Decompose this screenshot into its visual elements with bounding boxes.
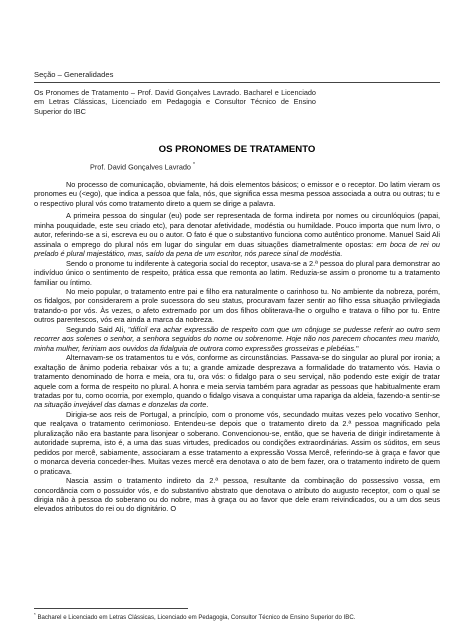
top-divider: [34, 82, 440, 83]
author-footnote-mark: *: [193, 162, 195, 168]
footnote-text: Bacharel e Licenciado em Letras Clássicas, Licenciado em Pedagogia, Consultor Técnico de Ensino Superior do IBC.: [37, 614, 356, 622]
article-body: [34, 180, 440, 514]
section-label: Seção – Generalidades: [34, 70, 114, 79]
header-note: Os Pronomes de Tratamento – Prof. David Gonçalves Lavrado. Bacharel e Licenciado em Letras Clássicas, Licenciado em Pedagogia e Consultor Técnico de Ensino Superior do IBC: [34, 88, 316, 116]
footnote-divider: [34, 608, 188, 609]
paragraph-7: Dirigia-se aos reis de Portugal, a princípio, com o pronome vós, secundado muitas vezes pelo vocativo Senhor, que realçava o tratamento cerimonioso. Entendeu-se depois que o tratamento direto da 2.ª pessoa magnificado pela pluralização não era bastante para lisonjear o soberano. Convencionou-se, então, que se haveria de dirigir indiretamente à autoridade suprema, isto é, a uma das suas virtudes, predicados ou condições extraordinárias. Assim os súditos, em seus pedidos por mercê, sabiamente, associaram a esse tratamento a expressão Vossa Mercê, referindo-se à graça e favor que o monarca deveria conceder-lhes. Muitas vezes mercê era denotava o ato de bem fazer, ora o tratamento indireto de quem o praticava.: [34, 409, 440, 476]
paragraph-2: A primeira pessoa do singular (eu) pode ser representada de forma indireta por nomes ou circunlóquios (papai, minha pouquidade, este seu criado etc), para denotar afetividade, modéstia ou humildade. Pouco importa que num livro, o autor, referindo-se a si, escreva eu ou o autor. O fato é que o substantivo funciona como autêntico pronome. Manuel Said Ali assinala o emprego do plural nós em lugar do singular em duas situações diametralmente opostas: em boca de rei ou prelado é plural majestático, mas, saído da pena de um escritor, nós parece sinal de modéstia.: [34, 211, 440, 259]
paragraph-8: Nascia assim o tratamento indireto da 2.ª pessoa, resultante da combinação do possessivo vossa, em concordância com o possuidor vós, e do substantivo abstrato que denotava o atributo do augusto receptor, com o qual se dirigia não à pessoa do soberano ou do nobre, mas à graça ou ao favor que dele eram reivindicados, ou a um dos seus elevados atributos do rei ou do dignitário. O: [34, 476, 440, 514]
paragraph-3: Sendo o pronome tu indiferente à categoria social do receptor, usava-se a 2.ª pessoa do plural para demonstrar ao indivíduo único o sentimento de respeito, prática essa que remonta ao latim. Reduzia-se assim o pronome tu a tratamento familiar ou íntimo.: [34, 258, 440, 287]
paragraph-1: No processo de comunicação, obviamente, há dois elementos básicos; o emissor e o receptor. Do latim vieram os pronomes eu (<ego), que indica a pessoa que fala, nós, que significa essa mesma pessoa associada a outra ou outras; tu e o respectivo plural vós como tratamento direto a quem se dirige a palavra.: [34, 180, 440, 208]
paragraph-4: No meio popular, o tratamento entre pai e filho era naturalmente o carinhoso tu. No ambiente da nobreza, porém, os fidalgos, por considerarem a prole sucessora do seu status, procuravam fazer sentir ao filho essa situação privilegiada tratando-o por vós. Às vezes, o afeto extremado por um dos filhos obliterava-lhe o orgulho e tratava o filho por tu. Entre outros parentescos, vós era ainda a marca da nobreza.: [34, 286, 440, 325]
paragraph-6: Alternavam-se os tratamentos tu e vós, conforme as circunstâncias. Passava-se do singular ao plural por ironia; a exaltação de ânimo poderia rebaixar vós a tu; a grande amizade desprezava a formalidade do tratamento vós. Havia o tratamento denominado de horra e meia, ora tu, ora vós: o fidalgo para o seu serviçal, não podendo este exigir de tratar aquele com a forma de respeito no plural. A honra e meia servia também para agradar as pessoas que habitualmente eram tratadas por tu, como ocorria, por exemplo, quando o fidalgo visava a conquistar uma rapariga da aldeia, fazendo-a sentir-se na situação invejável das damas e donzelas da corte.: [34, 353, 440, 410]
author-name: Prof. David Gonçalves Lavrado: [90, 162, 191, 172]
footnote-mark: *: [34, 612, 36, 617]
page-title: OS PRONOMES DE TRATAMENTO: [158, 144, 316, 155]
footnote: [34, 612, 440, 621]
author-line: [90, 162, 195, 171]
paragraph-5: Segundo Said Ali, "difícil era achar expressão de respeito com que um cônjuge se pudesse referir ao outro sem recorrer aos solenes o senhor, a senhora seguidos do nome ou sobrenome. Hoje não nos parecem chocantes meu marido, minha mulher, feririam aos ouvidos da fidalguia de outrora como expressões grosseiras e plebéias.": [34, 324, 440, 353]
